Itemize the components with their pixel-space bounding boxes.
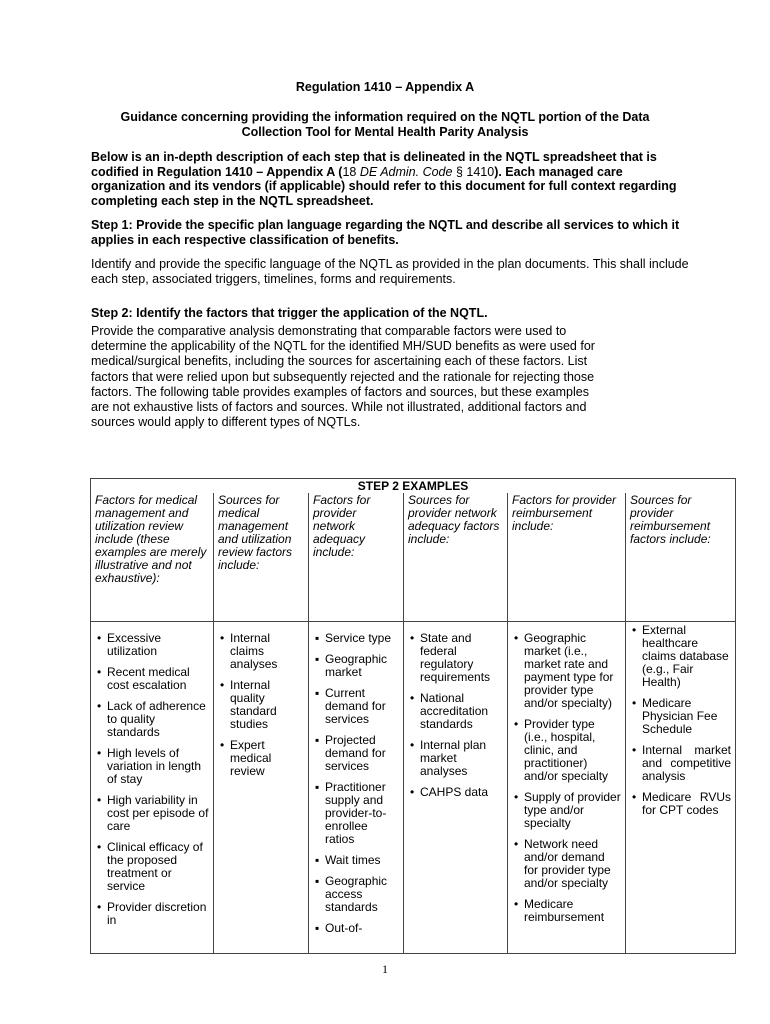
list-item: ▪ Geographic market [325, 653, 399, 679]
list-item: • Provider discretion in [107, 901, 209, 927]
list-item: ▪ Out-of- [325, 922, 399, 935]
step1-body: Identify and provide the specific language of the NQTL as provided in the plan documents. This shall include each step, associated triggers, timelines, forms and requirements. [91, 257, 689, 286]
table-header-cell: Sources for provider reimbursement factors include: [626, 493, 736, 622]
source-list [408, 632, 503, 799]
step1-heading: Step 1: Provide the specific plan language regarding the NQTL and describe all services to which it applies in each respective classification of benefits. [91, 218, 680, 247]
factor-list [512, 632, 621, 924]
list-item: • Internal quality standard studies [230, 679, 304, 731]
intro-text-end: ). Each managed care organization and its vendors (if applicable) should refer to this document for full context regarding completing each step in the NQTL spreadsheet. [91, 164, 677, 208]
table-header-cell: Factors for provider network adequacy include: [309, 493, 404, 622]
list-item: • High levels of variation in length of stay [107, 747, 209, 786]
list-item: • State and federal regulatory requirements [420, 632, 503, 684]
table-row [91, 622, 736, 954]
source-list [630, 624, 731, 817]
table-cell [404, 622, 508, 954]
table-caption: STEP 2 EXAMPLES [91, 479, 736, 494]
table-cell [626, 622, 736, 954]
list-item: ▪ Projected demand for services [325, 734, 399, 773]
table-cell [91, 622, 214, 954]
list-item: ▪ Service type [325, 632, 399, 645]
list-item: • Network need and/or demand for provider type and/or specialty [524, 838, 621, 890]
intro-code-section: § 1410 [452, 164, 495, 179]
list-item: • Medicare RVUs for CPT codes [642, 791, 731, 817]
list-item: • Excessive utilization [107, 632, 209, 658]
list-item: ▪ Practitioner supply and provider-to-enrollee ratios [325, 781, 399, 846]
table-header-row [91, 493, 736, 622]
table-cell [214, 622, 309, 954]
intro-code-number: 18 [342, 164, 360, 179]
list-item: • CAHPS data [420, 786, 503, 799]
intro-text-start: Below is an in-depth description of each step that is delineated in the NQTL spreadsheet that is codified in Regulation 1410 – Appendix A ( [91, 150, 657, 179]
list-item: • National accreditation standards [420, 692, 503, 731]
step2-examples-table [90, 478, 736, 954]
source-list [218, 632, 304, 778]
intro-paragraph [91, 150, 691, 208]
list-item: ▪ Geographic access standards [325, 875, 399, 914]
list-item: • Internal market and competitive analysis [642, 744, 731, 783]
list-item: • External healthcare claims database (e.g., Fair Health) [642, 624, 731, 689]
document-title: Regulation 1410 – Appendix A [295, 80, 475, 94]
document-subtitle: Guidance concerning providing the information required on the NQTL portion of the Data Collection Tool for Mental Health Parity Analysis [120, 110, 650, 139]
table-header-cell: Sources for provider network adequacy factors include: [404, 493, 508, 622]
list-item: • Internal claims analyses [230, 632, 304, 671]
page-number: 1 [382, 962, 388, 976]
list-item: ▪ Current demand for services [325, 687, 399, 726]
table-cell [309, 622, 404, 954]
factor-list [95, 632, 209, 927]
list-item: ▪ Wait times [325, 854, 399, 867]
list-item: • Internal plan market analyses [420, 739, 503, 778]
list-item: • Lack of adherence to quality standards [107, 700, 209, 739]
list-item: • Recent medical cost escalation [107, 666, 209, 692]
list-item: • Medicare Physician Fee Schedule [642, 697, 731, 736]
factor-list [313, 632, 399, 935]
list-item: • Provider type (i.e., hospital, clinic, and practitioner) and/or specialty [524, 718, 621, 783]
intro-code-name: DE Admin. Code [359, 164, 453, 179]
list-item: • Clinical efficacy of the proposed treatment or service [107, 841, 209, 893]
list-item: • Supply of provider type and/or specialty [524, 791, 621, 830]
list-item: • Medicare reimbursement [524, 898, 621, 924]
table-cell [508, 622, 626, 954]
list-item: • High variability in cost per episode of care [107, 794, 209, 833]
list-item: • Expert medical review [230, 739, 304, 778]
table-header-cell: Factors for medical management and utilization review include (these examples are merely illustrative and not exhaustive): [91, 493, 214, 622]
table-header-cell: Sources for medical management and utilization review factors include: [214, 493, 309, 622]
list-item: • Geographic market (i.e., market rate and payment type for provider type and/or specialty) [524, 632, 621, 710]
table-header-cell: Factors for provider reimbursement include: [508, 493, 626, 622]
step2-heading: Step 2: Identify the factors that trigger the application of the NQTL. [91, 306, 488, 320]
step2-body: Provide the comparative analysis demonstrating that comparable factors were used to determine the applicability of the NQTL for the identified MH/SUD benefits as were used for medical/surgical benefits, including the sources for ascertaining each of these factors. List factors that were relied upon but subsequently rejected and the rationale for rejecting those factors. The following table provides examples of factors and sources, but these examples are not exhaustive lists of factors and sources. While not illustrated, additional factors and sources would apply to different types of NQTLs. [91, 324, 595, 430]
